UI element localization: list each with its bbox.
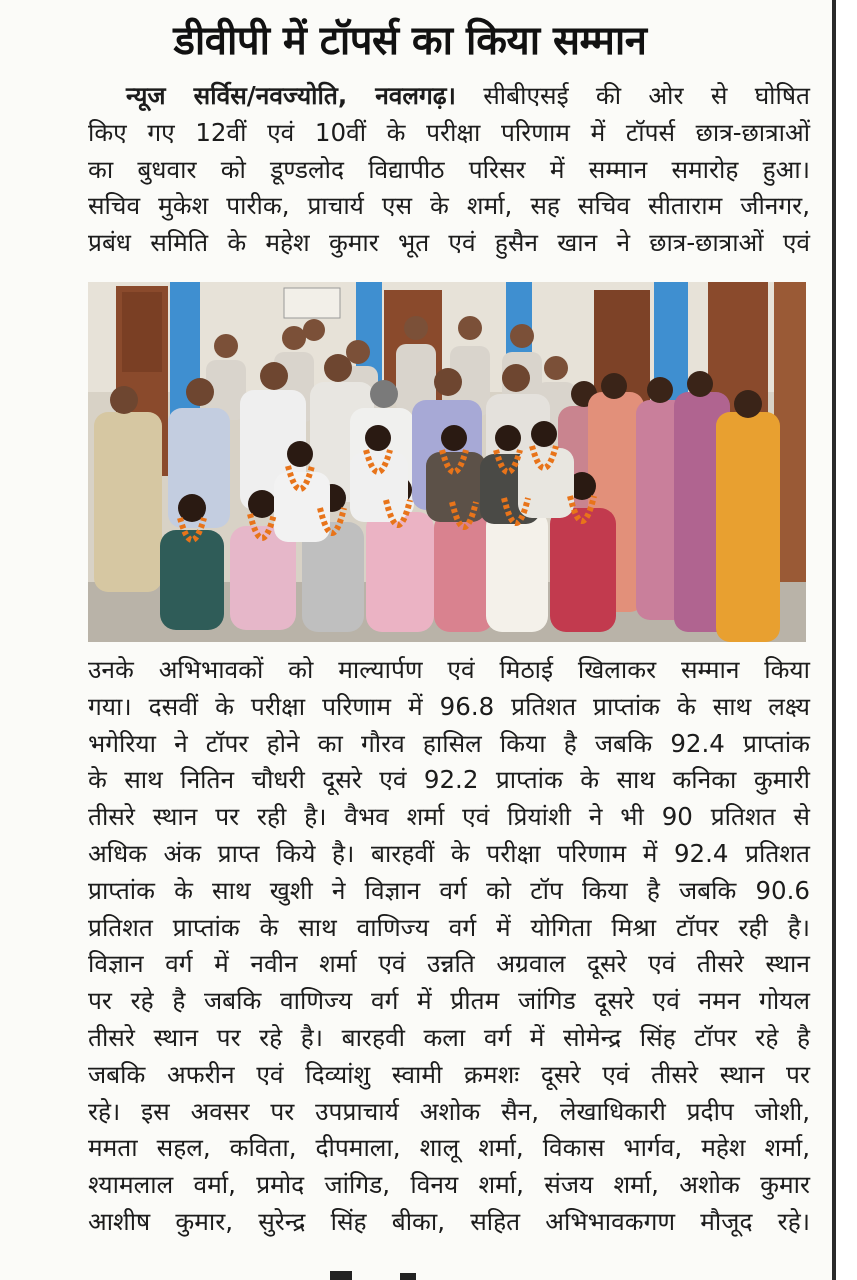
cropped-text-fragment — [330, 1267, 450, 1280]
text-line: किए गए 12वीं एवं 10वीं के परीक्षा परिणाम में टॉपर्स छात्र-छात्राओं — [88, 117, 810, 147]
text-line: अधिक अंक प्राप्त किये है। बारहवीं के परीक्षा परिणाम में 92.4 प्रतिशत — [88, 838, 810, 868]
text-line: प्रबंध समिति के महेश कुमार भूत एवं हुसैन खान ने छात्र-छात्राओं एवं — [88, 228, 810, 258]
text-line: भगेरिया ने टॉपर होने का गौरव हासिल किया है जबकि 92.4 प्राप्तांक — [88, 728, 810, 758]
text-line: विज्ञान वर्ग में नवीन शर्मा एवं उन्नति अग्रवाल दूसरे एवं तीसरे स्थान — [88, 949, 810, 979]
text-line-body: सीबीएसई की ओर से घोषित — [455, 81, 810, 110]
text-line: का बुधवार को डूण्डलोद विद्यापीठ परिसर में सम्मान समारोह हुआ। — [88, 154, 810, 184]
article-paragraph-2 — [88, 652, 810, 1241]
text-line: रहे। इस अवसर पर उपप्राचार्य अशोक सैन, लेखाधिकारी प्रदीप जोशी, — [88, 1096, 810, 1126]
text-line: तीसरे स्थान पर रहे है। बारहवी कला वर्ग में सोमेन्द्र सिंह टॉपर रहे है — [88, 1022, 810, 1052]
next-article-fragment — [330, 1266, 450, 1280]
text-line: पर रहे है जबकि वाणिज्य वर्ग में प्रीतम जांगिड दूसरे एवं नमन गोयल — [88, 986, 810, 1016]
text-line: प्रतिशत प्राप्तांक के साथ वाणिज्य वर्ग में योगिता मिश्रा टॉपर रही है। — [88, 912, 810, 942]
text-line: आशीष कुमार, सुरेन्द्र सिंह बीका, सहित अभिभावकगण मौजूद रहे। — [88, 1206, 810, 1236]
text-line: प्राप्तांक के साथ खुशी ने विज्ञान वर्ग को टॉप किया है जबकि 90.6 — [88, 875, 810, 905]
article-paragraph-1 — [88, 78, 810, 262]
text-line: तीसरे स्थान पर रही है। वैभव शर्मा एवं प्रियांशी ने भी 90 प्रतिशत से — [88, 802, 810, 832]
text-line: सचिव मुकेश पारीक, प्राचार्य एस के शर्मा, सह सचिव सीताराम जीनगर, — [88, 191, 810, 221]
text-line: गया। दसवीं के परीक्षा परिणाम में 96.8 प्रतिशत प्राप्तांक के साथ लक्ष्य — [88, 691, 810, 721]
headline: डीवीपी में टॉपर्स का किया सम्मान — [173, 18, 647, 64]
text-line — [88, 78, 810, 115]
text-line: उनके अभिभावकों को माल्यार्पण एवं मिठाई खिलाकर सम्मान किया — [88, 655, 810, 684]
page-margin — [836, 0, 857, 1280]
group-photo-illustration — [88, 282, 806, 642]
text-line: के साथ नितिन चौधरी दूसरे एवं 92.2 प्राप्तांक के साथ कनिका कुमारी — [88, 765, 810, 795]
text-line: जबकि अफरीन एवं दिव्यांशु स्वामी क्रमशः दूसरे एवं तीसरे स्थान पर — [88, 1059, 810, 1089]
text-line: ममता सहल, कविता, दीपमाला, शालू शर्मा, विकास भार्गव, महेश शर्मा, — [88, 1133, 810, 1163]
text-line: श्यामलाल वर्मा, प्रमोद जांगिड, विनय शर्मा, संजय शर्मा, अशोक कुमार — [88, 1170, 810, 1200]
byline: न्यूज सर्विस/नवज्योति, नवलगढ़। — [126, 81, 456, 110]
group-photo — [88, 282, 806, 642]
